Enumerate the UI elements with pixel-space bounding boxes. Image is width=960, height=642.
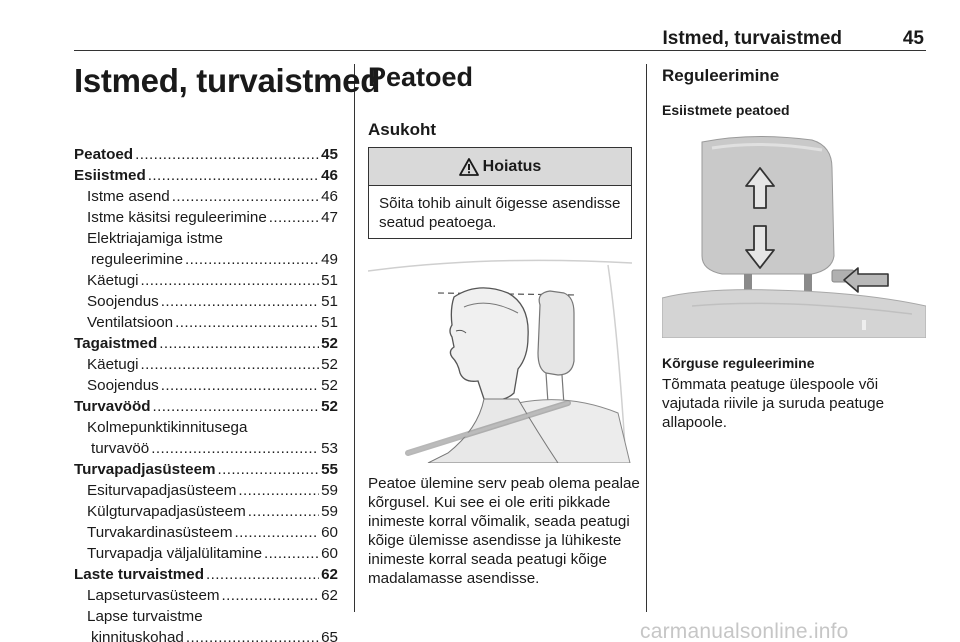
toc-label: Tagaistmed [74,335,158,352]
toc-page-number: 62 [321,566,338,583]
toc-label: Istme käsitsi reguleerimine [87,209,267,226]
toc-label: turvavöö [91,440,150,457]
toc-row [74,543,338,564]
toc-page-number: 51 [321,272,338,289]
warning-heading: Hoiatus [482,157,542,175]
column-divider-2 [646,64,647,612]
toc-row [74,207,338,228]
table-of-contents [74,144,338,642]
toc-page-number: 46 [321,188,338,205]
toc-row [74,480,338,501]
toc-label: Soojendus [87,293,159,310]
toc-label: Külgturvapadjasüsteem [87,503,246,520]
toc-page-number: 46 [321,167,338,184]
toc-row [74,417,338,438]
subsection-title: Asukoht [368,120,436,139]
toc-leader [159,333,319,354]
toc-leader [148,165,319,186]
toc-label: Esiistmed [74,167,146,184]
toc-label: Elektriajamiga istme [87,230,223,247]
toc-leader [264,543,319,564]
toc-label: kinnituskohad [91,629,184,642]
toc-page-number: 65 [321,629,338,642]
toc-page-number: 52 [321,398,338,415]
toc-page-number: 45 [321,146,338,163]
toc-row [74,522,338,543]
toc-row [74,375,338,396]
toc-page-number: 52 [321,377,338,394]
toc-row [74,270,338,291]
page-number: 45 [902,28,924,49]
toc-page-number: 47 [321,209,338,226]
toc-page-number: 59 [321,503,338,520]
toc-label: Lapseturvasüsteem [87,587,220,604]
warning-box [368,147,632,239]
headrest-position-illustration [368,253,632,463]
toc-row [74,228,338,249]
toc-page-number: 60 [321,545,338,562]
toc-row [74,354,338,375]
toc-leader [172,186,319,207]
toc-page-number: 52 [321,356,338,373]
toc-row [74,396,338,417]
toc-leader [248,501,319,522]
header-rule [74,50,926,51]
toc-label: Soojendus [87,377,159,394]
toc-label: Turvapadja väljalülitamine [87,545,263,562]
toc-row [74,333,338,354]
toc-label: reguleerimine [91,251,184,268]
toc-leader [175,312,319,333]
toc-row [74,165,338,186]
toc-leader [135,144,319,165]
toc-row [74,144,338,165]
toc-label: Käetugi [87,272,139,289]
front-headrests-subtitle: Esiistmete peatoed [662,102,790,118]
toc-label: Peatoed [74,146,134,163]
toc-row [74,459,338,480]
toc-page-number: 49 [321,251,338,268]
toc-leader [222,585,320,606]
running-header [0,28,960,56]
toc-label: Istme asend [87,188,170,205]
warning-triangle-icon [459,158,479,176]
toc-row [74,585,338,606]
toc-label: Ventilatsioon [87,314,174,331]
toc-page-number: 62 [321,587,338,604]
column-divider-1 [354,64,355,612]
headrest-adjustment-illustration [662,128,926,338]
toc-leader [269,207,319,228]
toc-leader [218,459,320,480]
toc-label: Käetugi [87,356,139,373]
toc-label: Turvakardinasüsteem [87,524,233,541]
toc-leader [161,291,319,312]
toc-leader [185,249,319,270]
toc-label: Turvapadjasüsteem [74,461,216,478]
toc-row [74,438,338,459]
toc-label: Laste turvaistmed [74,566,204,583]
toc-label: Kolmepunktikinnitusega [87,419,248,436]
toc-row [74,606,338,627]
height-adjustment-paragraph: Tõmmata peatuge ülespoole või vajutada riivile ja suruda peatuge allapoole. [662,376,885,431]
toc-row [74,186,338,207]
toc-row [74,249,338,270]
toc-leader [234,522,319,543]
toc-row [74,564,338,585]
toc-row [74,291,338,312]
toc-page-number: 60 [321,524,338,541]
toc-leader [206,564,319,585]
toc-leader [141,354,320,375]
chapter-title: Istmed, turvaistmed [74,62,381,99]
toc-row [74,312,338,333]
height-adjustment-heading: Kõrguse reguleerimine [662,355,815,371]
toc-label: Lapse turvaistme [87,608,203,625]
adjustment-title: Reguleerimine [662,66,780,85]
watermark: carmanualsonline.info [640,620,849,642]
toc-page-number: 53 [321,440,338,457]
section-title: Peatoed [368,62,474,92]
toc-leader [151,438,319,459]
toc-leader [161,375,319,396]
toc-row [74,501,338,522]
toc-page-number: 55 [321,461,338,478]
warning-text: Sõita tohib ainult õigesse asendisse seatud peatoega. [379,195,621,231]
toc-page-number: 51 [321,293,338,310]
toc-label: Esiturvapadjasüsteem [87,482,237,499]
toc-leader [186,627,319,642]
toc-leader [153,396,320,417]
toc-leader [141,270,320,291]
toc-page-number: 59 [321,482,338,499]
toc-leader [238,480,319,501]
toc-row [74,627,338,642]
warning-header [369,148,631,186]
toc-page-number: 52 [321,335,338,352]
running-title: Istmed, turvaistmed [662,28,842,49]
headrest-height-paragraph: Peatoe ülemine serv peab olema pealae kõrgusel. Kui see ei ole eriti pikkade inimeste korral võimalik, seada peatugi kõige ülemisse asendisse ja lühikeste inimeste korral seada peatugi kõige madalamasse asendisse. [368,475,640,587]
toc-label: Turvavööd [74,398,151,415]
toc-page-number: 51 [321,314,338,331]
